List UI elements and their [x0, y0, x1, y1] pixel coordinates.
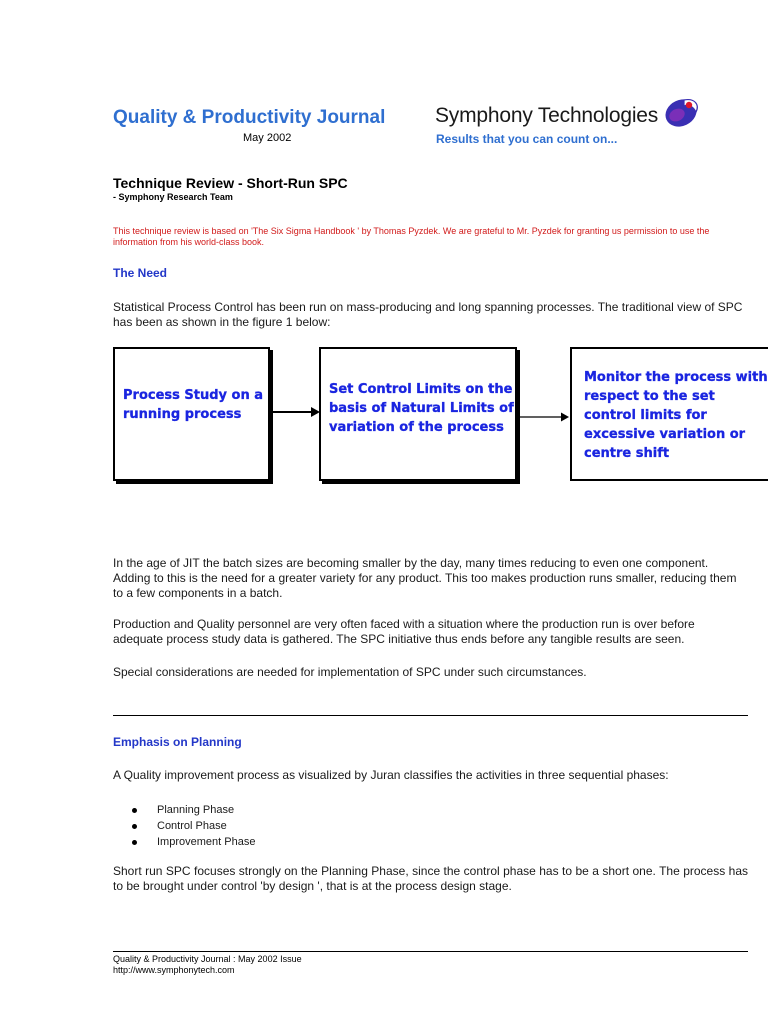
list-item-label: Control Phase [157, 820, 227, 832]
page-footer [113, 954, 302, 976]
footer-issue-text: Quality & Productivity Journal : May 2002 Issue [113, 954, 302, 964]
section-heading-emphasis-on-planning: Emphasis on Planning [113, 735, 242, 749]
symphony-logo-icon [660, 94, 702, 130]
flow-box-monitor-process-text: Monitor the process with respect to the set control limits for excessive variation or centre shift [584, 370, 768, 461]
article-title: Technique Review - Short-Run SPC [113, 175, 348, 191]
planning-paragraph: Short run SPC focuses strongly on the Planning Phase, since the control phase has to be a short one. The process has to be brought under control 'by design ', that is at the process design stage. [113, 864, 748, 893]
need-paragraph-jit: In the age of JIT the batch sizes are becoming smaller by the day, many times reducing to even one component. Adding to this is the need for a greater variety for any product. This too makes production runs smaller, reducing them to a few components in a batch. [113, 556, 737, 600]
list-item [132, 802, 255, 818]
list-item [132, 834, 255, 850]
planning-intro-paragraph: A Quality improvement process as visualized by Juran classifies the activities in three sequential phases: [113, 768, 669, 782]
article-byline: - Symphony Research Team [113, 192, 233, 202]
need-intro-paragraph: Statistical Process Control has been run on mass-producing and long spanning processes. The traditional view of SPC has been as shown in the figure 1 below: [113, 300, 743, 329]
section-divider [113, 715, 748, 716]
section-heading-the-need: The Need [113, 266, 168, 280]
flow-box-process-study [113, 347, 270, 481]
phase-list [132, 802, 255, 850]
spc-flow-diagram [113, 347, 768, 485]
brand-tagline: Results that you can count on... [436, 132, 618, 146]
footer-divider [113, 951, 748, 952]
flow-box-process-study-text: Process Study on a running process [123, 388, 264, 422]
journal-title: Quality & Productivity Journal [113, 107, 386, 128]
article-credit-note: This technique review is based on 'The Six Sigma Handbook ' by Thomas Pyzdek. We are grateful to Mr. Pyzdek for granting us permission to use the information from his world-class book. [113, 226, 710, 247]
bullet-icon [132, 840, 137, 845]
bullet-icon [132, 808, 137, 813]
flow-box-set-control-limits [319, 347, 517, 481]
flow-box-set-control-limits-text: Set Control Limits on the basis of Natural Limits of variation of the process [329, 382, 514, 435]
list-item [132, 818, 255, 834]
flow-arrow-1-icon [272, 405, 320, 419]
need-paragraph-production: Production and Quality personnel are very often faced with a situation where the production run is over before adequate process study data is gathered. The SPC initiative thus ends before any tangible results are seen. [113, 617, 695, 646]
footer-website-link[interactable]: http://www.symphonytech.com [113, 965, 235, 975]
list-item-label: Improvement Phase [157, 836, 256, 848]
brand-name: Symphony Technologies [435, 104, 659, 127]
flow-box-monitor-process [570, 347, 768, 481]
list-item-label: Planning Phase [157, 804, 235, 816]
bullet-icon [132, 824, 137, 829]
flow-arrow-2-icon [519, 410, 569, 424]
journal-date: May 2002 [243, 132, 292, 144]
need-paragraph-special: Special considerations are needed for implementation of SPC under such circumstances. [113, 665, 587, 679]
